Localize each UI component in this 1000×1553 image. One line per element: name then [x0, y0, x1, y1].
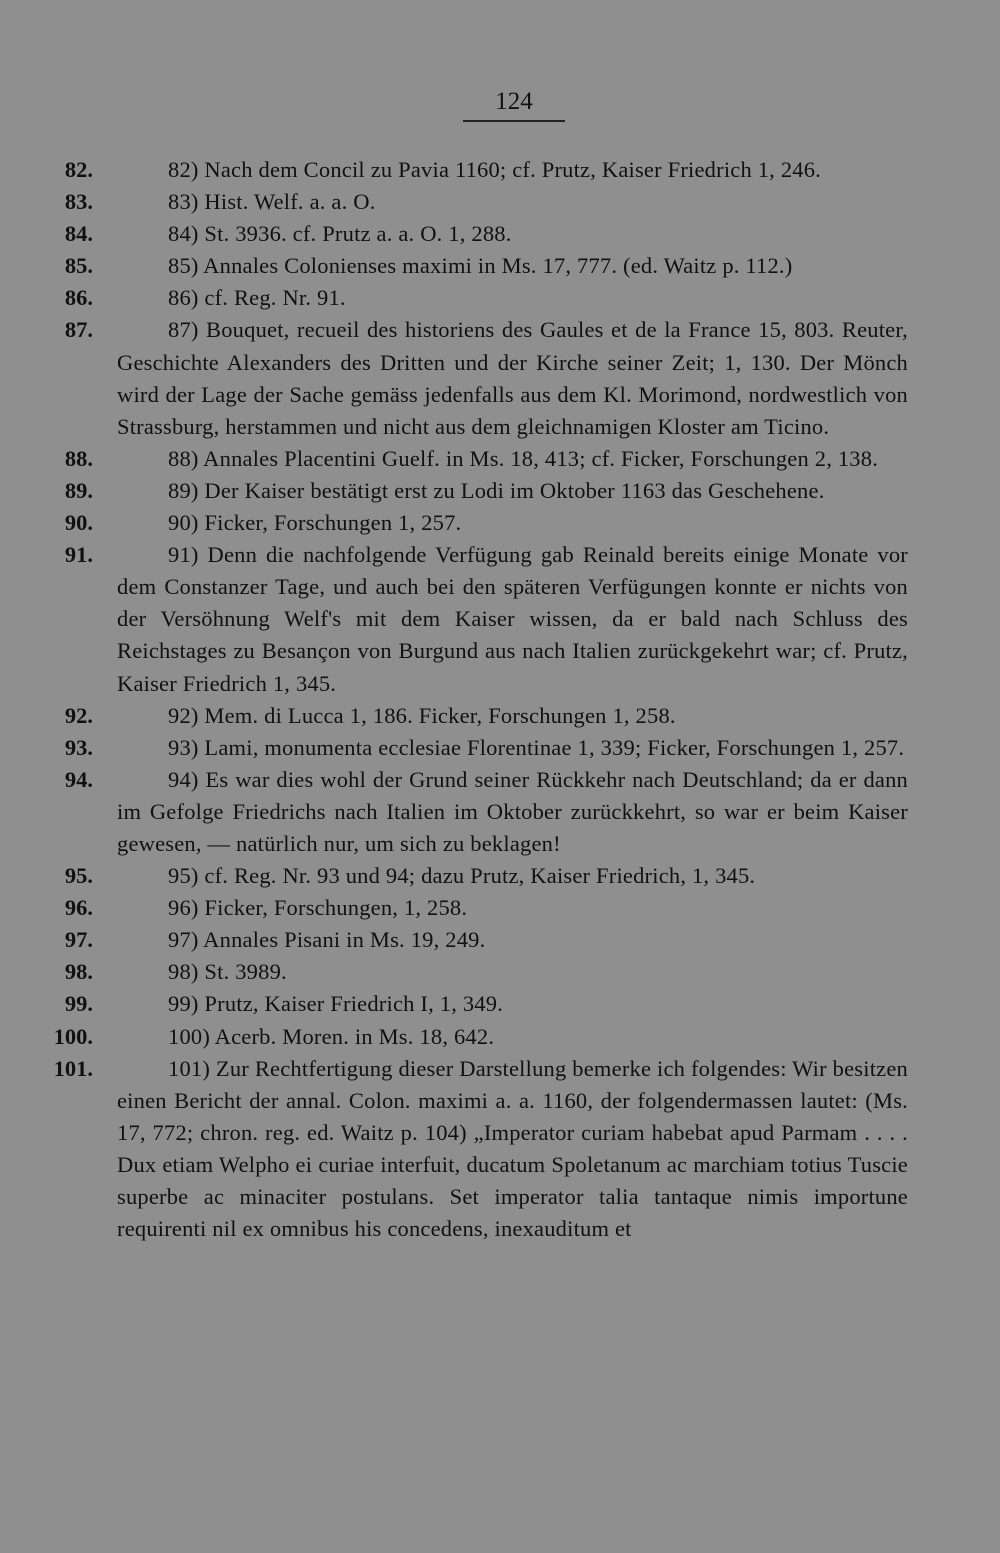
page-number: 124 — [463, 86, 565, 122]
footnote-98 — [0, 956, 1000, 988]
footnote-text: 84) St. 3936. cf. Prutz a. a. O. 1, 288. — [168, 221, 512, 247]
footnote-marker: 97. — [64, 927, 93, 953]
footnote-text: 99) Prutz, Kaiser Friedrich I, 1, 349. — [168, 991, 504, 1017]
footnote-82 — [0, 154, 1000, 186]
footnote-text: 95) cf. Reg. Nr. 93 und 94; dazu Prutz, Kaiser Friedrich, 1, 345. — [168, 863, 756, 889]
footnote-text: 87) Bouquet, recueil des historiens des Gaules et de la France 15, 803. Reuter, Geschichte Alexanders des Dritten und der Kirche seiner Zeit; 1, 130. Der Mönch wird der Lage der Sache gemäss jedenfalls aus dem Kl. Morimond, nordwestlich von Strassburg, herstammen und nicht aus dem gleichnamigen Kloster am Ticino. — [117, 317, 908, 439]
footnote-94 — [0, 764, 1000, 860]
footnote-100 — [0, 1021, 1000, 1053]
footnote-text: 88) Annales Placentini Guelf. in Ms. 18, 413; cf. Ficker, Forschungen 2, 138. — [168, 445, 879, 471]
footnote-92 — [0, 700, 1000, 732]
footnote-text: 100) Acerb. Moren. in Ms. 18, 642. — [168, 1023, 495, 1049]
footnote-text: 86) cf. Reg. Nr. 91. — [168, 285, 346, 311]
footnote-88 — [0, 443, 1000, 475]
footnote-93 — [0, 732, 1000, 764]
footnote-text: 92) Mem. di Lucca 1, 186. Ficker, Forschungen 1, 258. — [168, 702, 676, 728]
footnote-marker: 83. — [64, 189, 93, 215]
footnote-89 — [0, 475, 1000, 507]
footnote-99 — [0, 988, 1000, 1020]
footnote-marker: 100. — [53, 1023, 93, 1049]
footnote-marker: 99. — [64, 991, 93, 1017]
footnote-91 — [0, 539, 1000, 699]
footnote-text: 101) Zur Rechtfertigung dieser Darstellung bemerke ich folgendes: Wir besitzen einen Bericht der annal. Colon. maximi a. a. 1160, der folgendermassen lautet: (Ms. 17, 772; chron. reg. ed. Waitz p. 104) „Imperator curiam habebat apud Parmam . . . . Dux etiam Welpho ei curiae interfuit, ducatum Spoletanum ac marchiam totius Tuscie superbe ac minaciter postulans. Set imperator talia tantaque nimis importune requirenti nil ex omnibus his concedens, inexauditum et — [117, 1055, 908, 1242]
footnote-text: 90) Ficker, Forschungen 1, 257. — [168, 510, 462, 536]
footnote-marker: 95. — [64, 863, 93, 889]
footnote-text: 98) St. 3989. — [168, 959, 287, 985]
footnote-marker: 86. — [64, 285, 93, 311]
footnote-text: 85) Annales Colonienses maximi in Ms. 17, 777. (ed. Waitz p. 112.) — [168, 253, 793, 279]
footnote-text: 91) Denn die nachfolgende Verfügung gab Reinald bereits einige Monate vor dem Constanzer Tage, und auch bei den späteren Verfügungen konnte er nichts von der Versöhnung Welf's mit dem Kaiser wissen, da er bald nach Schluss des Reichstages zu Besançon von Burgund aus nach Italien zurückgekehrt war; cf. Prutz, Kaiser Friedrich 1, 345. — [117, 542, 908, 696]
footnote-90 — [0, 507, 1000, 539]
footnotes — [0, 154, 1000, 1245]
footnote-97 — [0, 924, 1000, 956]
footnote-marker: 87. — [64, 317, 93, 343]
footnote-marker: 92. — [64, 702, 93, 728]
footnote-87 — [0, 314, 1000, 442]
footnote-83 — [0, 186, 1000, 218]
footnote-95 — [0, 860, 1000, 892]
footnote-86 — [0, 282, 1000, 314]
footnote-marker: 89. — [64, 477, 93, 503]
footnote-text: 96) Ficker, Forschungen, 1, 258. — [168, 895, 468, 921]
footnote-marker: 98. — [64, 959, 93, 985]
footnote-text: 94) Es war dies wohl der Grund seiner Rückkehr nach Deutschland; da er dann im Gefolge Friedrichs nach Italien im Oktober zurückkehrt, so war er beim Kaiser gewesen, — natürlich nur, um sich zu beklagen! — [117, 766, 908, 856]
footnote-marker: 90. — [64, 510, 93, 536]
footnote-marker: 94. — [64, 766, 93, 792]
footnote-text: 97) Annales Pisani in Ms. 19, 249. — [168, 927, 486, 953]
footnote-text: 83) Hist. Welf. a. a. O. — [168, 189, 376, 215]
footnote-text: 93) Lami, monumenta ecclesiae Florentinae 1, 339; Ficker, Forschungen 1, 257. — [168, 734, 905, 760]
footnote-84 — [0, 218, 1000, 250]
footnote-85 — [0, 250, 1000, 282]
footnote-marker: 96. — [64, 895, 93, 921]
footnote-marker: 101. — [53, 1055, 93, 1081]
footnote-marker: 85. — [64, 253, 93, 279]
footnote-marker: 82. — [64, 157, 93, 182]
footnote-text: 89) Der Kaiser bestätigt erst zu Lodi im Oktober 1163 das Geschehene. — [168, 477, 825, 503]
footnote-101 — [0, 1053, 1000, 1246]
footnote-text: 82) Nach dem Concil zu Pavia 1160; cf. Prutz, Kaiser Friedrich 1, 246. — [168, 157, 822, 182]
footnote-marker: 93. — [64, 734, 93, 760]
footnote-96 — [0, 892, 1000, 924]
footnote-marker: 88. — [64, 445, 93, 471]
footnote-marker: 91. — [64, 542, 93, 568]
footnote-marker: 84. — [64, 221, 93, 247]
